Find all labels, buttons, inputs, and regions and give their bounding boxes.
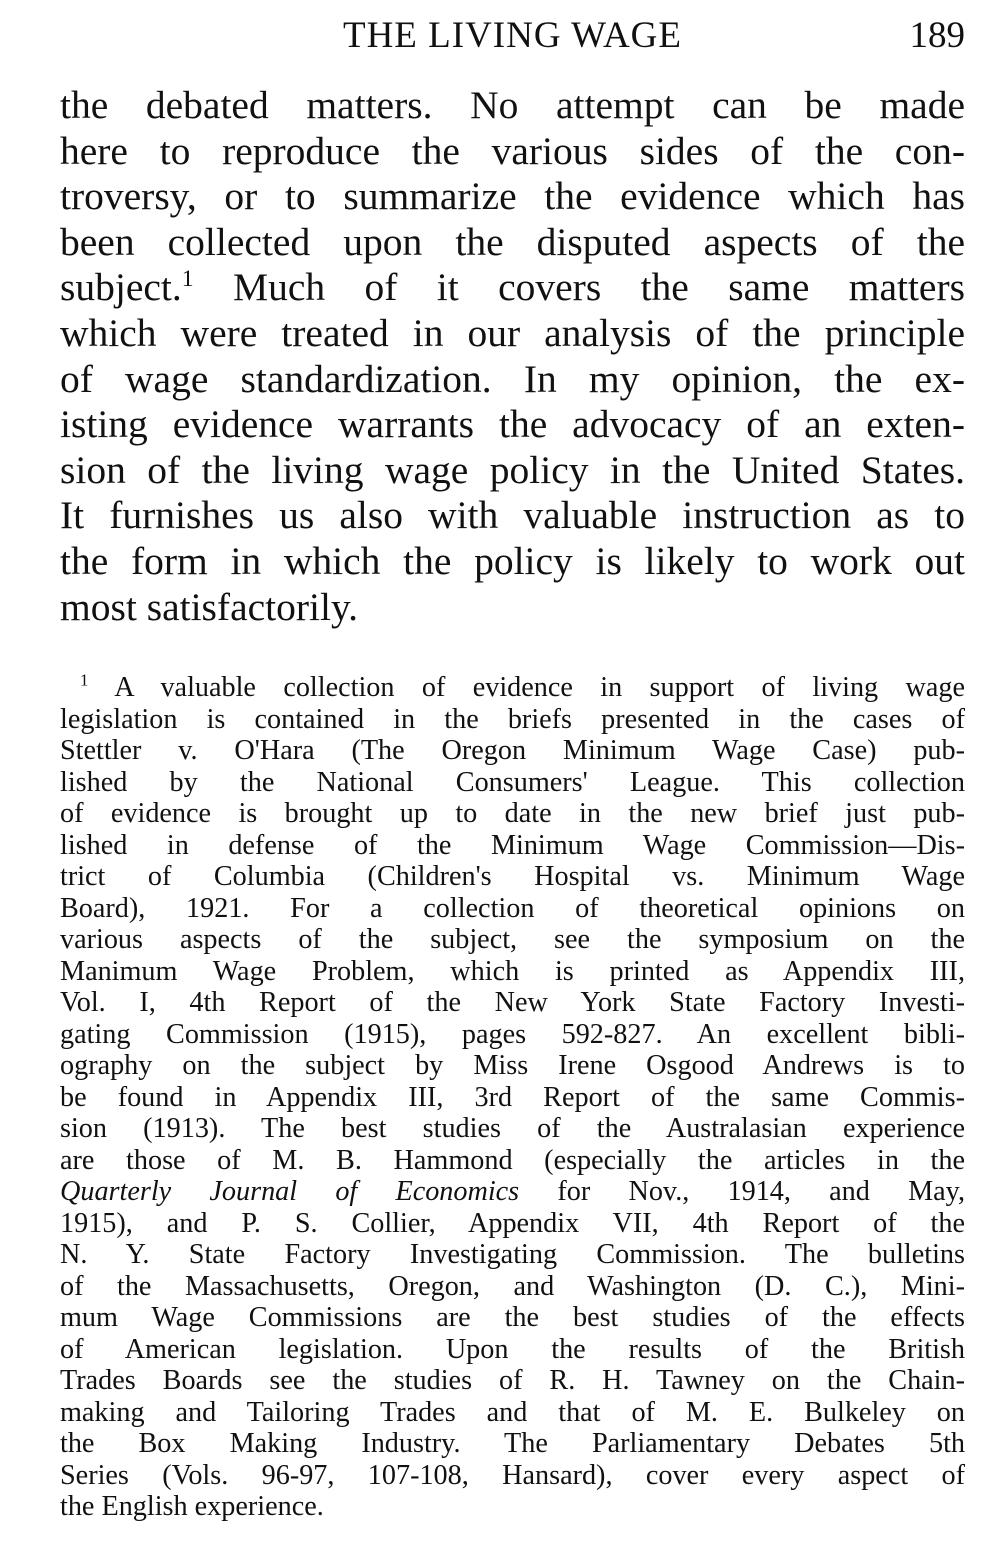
footnote xyxy=(60,672,965,1523)
footnote-line: of evidence is brought up to date in the new brief just pub- xyxy=(60,798,965,829)
body-line: most satisfactorily. xyxy=(60,584,359,629)
footnote-line xyxy=(60,672,965,704)
body-line-text: subject. xyxy=(60,265,182,310)
footnote-line: lished in defense of the Minimum Wage Commission—Dis- xyxy=(60,829,965,861)
footnote-line: 1915), and P. S. Collier, Appendix VII, 4th Report of the xyxy=(60,1207,965,1239)
footnote-line: Board), 1921. For a collection of theoretical opinions on xyxy=(60,892,965,924)
footnote-line: mum Wage Commissions are the best studies of the effects xyxy=(60,1302,965,1333)
footnote-line: trict of Columbia (Children's Hospital vs. Minimum Wage xyxy=(60,861,965,892)
body-line: the debated matters. No attempt can be made xyxy=(60,83,965,127)
footnote-line: the Box Making Industry. The Parliamentary Debates 5th xyxy=(60,1428,965,1459)
footnote-reference: 1 xyxy=(181,266,194,293)
body-line: here to reproduce the various sides of the con- xyxy=(60,128,965,173)
footnote-line: N. Y. State Factory Investigating Commission. The bulletins xyxy=(60,1239,965,1270)
footnote-line: of American legislation. Upon the results of the British xyxy=(60,1333,965,1365)
footnote-line: legislation is contained in the briefs presented in the cases of xyxy=(60,703,965,735)
footnote-line-text: A valuable collection of evidence in support of living wage xyxy=(88,672,965,703)
footnote-line: lished by the National Consumers' League. This collection xyxy=(60,766,965,798)
page-number: 189 xyxy=(909,15,965,56)
page-header xyxy=(60,14,965,58)
footnote-line: the English experience. xyxy=(60,1491,324,1522)
body-line: troversy, or to summarize the evidence which has xyxy=(60,174,965,219)
body-line: isting evidence warrants the advocacy of an exten- xyxy=(60,402,965,447)
footnote-line: Vol. I, 4th Report of the New York State Factory Investi- xyxy=(60,987,965,1018)
body-line: sion of the living wage policy in the United States. xyxy=(60,447,965,492)
body-line: which were treated in our analysis of the principle xyxy=(60,310,965,355)
footnote-line-text: for Nov., 1914, and May, xyxy=(519,1176,965,1207)
body-line: the form in which the policy is likely to work out xyxy=(60,538,965,583)
footnote-line: Series (Vols. 96-97, 107-108, Hansard), cover every aspect of xyxy=(60,1459,965,1491)
running-head: THE LIVING WAGE xyxy=(342,15,683,56)
footnote-line: of the Massachusetts, Oregon, and Washington (D. C.), Mini- xyxy=(60,1270,965,1302)
footnote-line: be found in Appendix III, 3rd Report of the same Commis- xyxy=(60,1081,965,1113)
body-line: been collected upon the disputed aspects of the xyxy=(60,219,965,264)
body-line xyxy=(60,265,965,311)
footnote-line: ography on the subject by Miss Irene Osgood Andrews is to xyxy=(60,1050,965,1081)
footnote-line: making and Tailoring Trades and that of M. E. Bulkeley on xyxy=(60,1396,965,1428)
footnote-line xyxy=(60,1176,965,1208)
footnote-line: are those of M. B. Hammond (especially the articles in the xyxy=(60,1144,965,1176)
footnote-line: Trades Boards see the studies of R. H. Tawney on the Chain- xyxy=(60,1365,965,1396)
body-line: of wage standardization. In my opinion, the ex- xyxy=(60,356,965,401)
journal-title: Quarterly Journal of Economics xyxy=(60,1176,520,1207)
footnote-line: Manimum Wage Problem, which is printed as Appendix III, xyxy=(60,955,965,987)
footnote-marker: 1 xyxy=(80,670,89,690)
footnote-line: various aspects of the subject, see the symposium on the xyxy=(60,924,965,955)
footnote-line: sion (1913). The best studies of the Australasian experience xyxy=(60,1113,965,1144)
footnote-line: Stettler v. O'Hara (The Oregon Minimum Wage Case) pub- xyxy=(60,735,965,766)
body-line-text: Much of it covers the same matters xyxy=(193,265,965,310)
footnote-line: gating Commission (1915), pages 592-827. An excellent bibli- xyxy=(60,1018,965,1050)
body-paragraph xyxy=(60,83,965,630)
body-line: It furnishes us also with valuable instruction as to xyxy=(60,493,965,538)
